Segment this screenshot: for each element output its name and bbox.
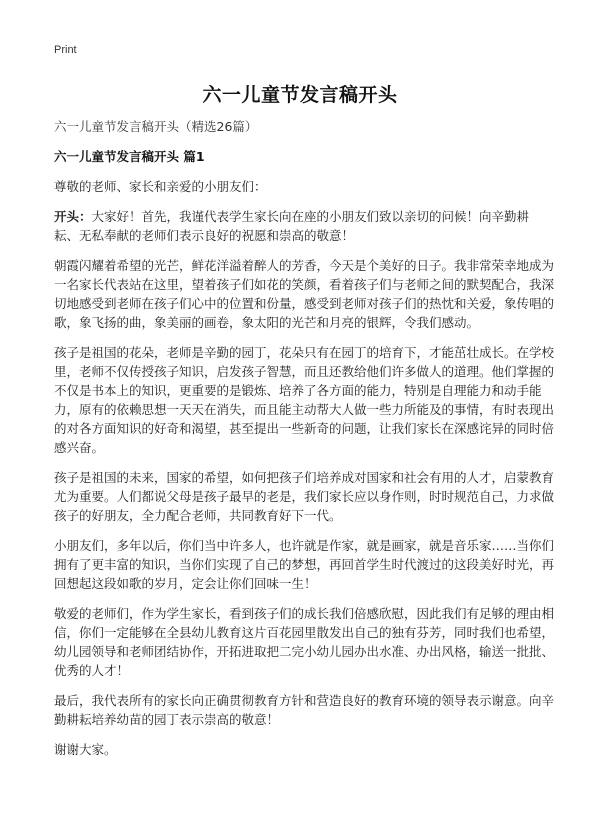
opening-text: 大家好！首先，我谨代表学生家长向在座的小朋友们致以亲切的问候！向辛勤耕耘、无私奉献的老师们表示良好的祝愿和崇高的敬意！	[54, 209, 530, 243]
body-paragraph: 孩子是祖国的未来，国家的希望，如何把孩子们培养成对国家和社会有用的人才，启蒙教育尤为重要。人们都说父母是孩子最早的老是，我们家长应以身作则，时时规范自己，力求做孩子的好朋友，全力配合老师，共同教育好下一代。	[54, 470, 555, 523]
closing: 谢谢大家。	[54, 742, 117, 757]
article-body	[54, 117, 554, 770]
opening-label: 开头：	[54, 209, 92, 224]
greeting: 尊敬的老师、家长和亲爱的小朋友们：	[54, 179, 267, 194]
section-heading: 六一儿童节发言稿开头 篇1	[54, 149, 205, 164]
body-paragraph: 最后，我代表所有的家长向正确贯彻教育方针和营造良好的教育环境的领导表示谢意。向辛勤耕耘培养幼苗的园丁表示崇高的敬意！	[54, 693, 555, 727]
subtitle: 六一儿童节发言稿开头（精选26篇）	[54, 119, 258, 134]
print-label: Print	[54, 44, 77, 56]
body-paragraph: 小朋友们，多年以后，你们当中许多人，也许就是作家，就是画家，就是音乐家……当你们拥有了更丰富的知识，当你们实现了自己的梦想，再回首学生时代渡过的这段美好时光，再回想起这段如歌的岁月，定会让你们回味一生！	[54, 538, 555, 591]
opening-paragraph	[54, 207, 554, 245]
body-paragraph: 敬爱的老师们，作为学生家长，看到孩子们的成长我们倍感欣慰，因此我们有足够的理由相信，你们一定能够在全县幼儿教育这片百花园里散发出自己的独有芬芳，同时我们也希望，幼儿园领导和老师团结协作，开拓进取把二完小幼儿园办出水准、办出风格，输送一批批、优秀的人才！	[54, 606, 555, 678]
body-paragraph: 朝霞闪耀着希望的光芒，鲜花洋溢着醉人的芳香，今天是个美好的日子。我非常荣幸地成为一名家长代表站在这里，望着孩子们如花的笑颜，看着孩子们与老师之间的默契配合，我深切地感受到老师在孩子们心中的位置和份量，感受到老师对孩子们的热忱和关爱，象传唱的歌，象飞扬的曲，象美丽的画卷，象太阳的光芒和月亮的银辉，令我们感动。	[54, 258, 555, 330]
body-paragraph: 孩子是祖国的花朵，老师是辛勤的园丁，花朵只有在园丁的培育下，才能茁壮成长。在学校里，老师不仅传授孩子知识，启发孩子智慧，而且还教给他们许多做人的道理。他们掌握的不仅是书本上的知识，更重要的是锻炼、培养了各方面的能力，特别是自理能力和动手能力，原有的依赖思想一天天在消失，而且能主动帮大人做一些力所能及的事情，有时表现出的对各方面知识的好奇和渴望，甚至提出一些新奇的问题，让我们家长在深感诧异的同时倍感兴奋。	[54, 345, 555, 455]
page-title: 六一儿童节发言稿开头	[202, 84, 398, 106]
